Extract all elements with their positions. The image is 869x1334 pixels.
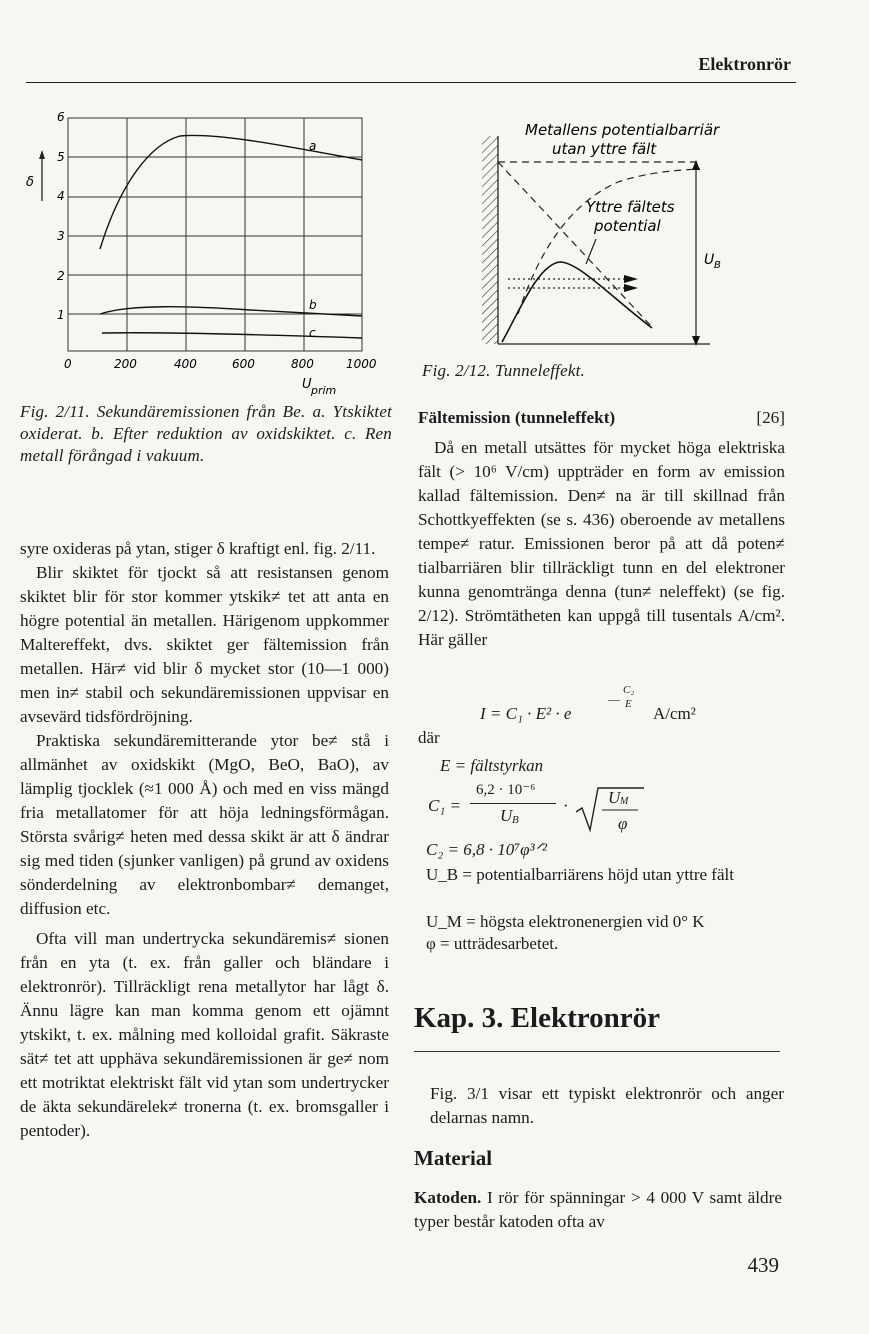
- figure-2-12-caption: Fig. 2/12. Tunneleffekt.: [422, 361, 585, 380]
- label-external-2: potential: [594, 217, 661, 235]
- y-tick: 6: [57, 110, 65, 124]
- section-heading-row: [418, 406, 785, 430]
- formula-c1: [428, 780, 658, 836]
- external-pointer: [586, 239, 596, 264]
- formula-exp-den: E: [625, 698, 632, 710]
- c1-numerator: 6,2 · 10⁻⁶: [476, 782, 536, 798]
- c1-lhs: C₁ =: [428, 796, 461, 815]
- figure-2-12: [478, 114, 738, 354]
- def-phi: φ = utträdesarbetet.: [426, 934, 559, 953]
- x-tick: 600: [232, 357, 255, 371]
- x-tick: 1000: [346, 357, 377, 371]
- dar-label: där: [418, 728, 440, 747]
- c1-sqrt-num: U: [608, 788, 621, 807]
- c1-fraction-bar: [470, 803, 556, 804]
- y-tick: 3: [57, 229, 65, 243]
- y-tick: 1: [57, 308, 65, 322]
- figure-2-11: [20, 104, 400, 400]
- y-tick: 5: [57, 150, 65, 164]
- paragraph: Ofta vill man undertrycka sekundäremis≠ sionen från en yta (t. ex. från galler och bländare i elektronrör). Tillräckligt rena metallytor har lågt δ. Ännu lägre kan man komma genom ett ojämnt ytskikt, t. ex. målning med kolloidal grafit. Säkraste sät≠ tet att upphäva sekundäremissionen är ge≠ nom ett motriktat elektriskt fält vid ytan som undertrycker de äkta sekundärelek≠ tronerna (t. ex. bromsgaller i pentoder).: [20, 929, 389, 1140]
- curve-a: [100, 135, 362, 249]
- chapter-intro: Fig. 3/1 visar ett typiskt elektronrör och anger delarnas namn.: [430, 1084, 784, 1127]
- curve-b: [100, 307, 362, 316]
- x-tick: 400: [174, 357, 197, 371]
- section-ref: [26]: [756, 408, 785, 427]
- running-header: Elektronrör: [698, 54, 791, 74]
- katoden-text: I rör för spänningar > 4 000 V samt äldre typer består katoden ofta av: [414, 1188, 783, 1231]
- label-ub-sub: B: [714, 260, 721, 271]
- c1-denominator: U: [500, 806, 513, 825]
- def-UM: U_M = högsta elektronenergien vid 0° K: [426, 912, 705, 931]
- header-rule: [26, 82, 796, 83]
- grid: [68, 118, 362, 351]
- label-external: Yttre fältets: [586, 198, 675, 216]
- x-tick: 800: [291, 357, 314, 371]
- barrier-curve: [502, 262, 652, 342]
- formula-main: I = C₁ · E² · e: [480, 704, 572, 723]
- left-column-text: [20, 537, 389, 1143]
- x-axis-label: U: [302, 377, 312, 392]
- curve-label-c: c: [309, 326, 316, 340]
- def-E: E = fältstyrkan: [440, 756, 544, 775]
- page-number: 439: [747, 1253, 779, 1277]
- curve-c: [102, 333, 362, 338]
- label-barrier-2: utan yttre fält: [552, 140, 657, 158]
- formula-current-density: [480, 684, 780, 728]
- paragraph: Då en metall utsättes för mycket höga elektriska fält (> 10⁶ V/cm) uppträder en form av emission kallad fältemission. Den≠ na är till skillnad från Schottkyeffekten (se s. 436) oberoende av metallens tempe≠ ratur. Emissionen beror på att då poten≠ tialbarriären blir tillräckligt tunn en del elektroner kunna genomtränga denna (tun≠ neleffekt) (se fig. 2/12). Strömtätheten kan uppgå till tusentals A/cm². Här gäller: [418, 438, 785, 649]
- external-field-dashed: [498, 162, 652, 327]
- chapter-rule: [414, 1051, 780, 1052]
- metal-wall: [482, 136, 498, 344]
- chapter-title: Kap. 3. Elektronrör: [414, 1002, 660, 1034]
- formula-unit: A/cm²: [653, 704, 696, 723]
- curve-label-a: a: [309, 139, 317, 153]
- paragraph: Praktiska sekundäremitterande ytor be≠ stå i allmänhet av oxidskikt (MgO, BeO, BaO), av lämplig tjocklek (≈1 000 Å) och med en viss mängd fria metallatomer för att höja ledningsförmågan. Största svårig≠ heten med dessa skikt är att δ ändrar sig med tiden (sjunker vanligen) på grund av oxidens sönderdelning av elektronbombar≠ demanget, diffusion etc.: [20, 731, 389, 918]
- label-barrier: Metallens potentialbarriär: [525, 121, 720, 139]
- y-tick: 2: [57, 269, 65, 283]
- x-tick: 0: [64, 357, 72, 371]
- label-ub: U: [704, 252, 715, 268]
- material-heading: Material: [414, 1146, 493, 1170]
- x-axis-label-sub: prim: [311, 384, 337, 397]
- formula-exp-sign: —: [608, 692, 620, 706]
- right-column-text: [418, 436, 785, 652]
- c1-dot: ·: [563, 796, 569, 815]
- curve-label-b: b: [309, 298, 317, 312]
- c1-denominator-sub: B: [512, 814, 519, 826]
- y-tick: 4: [57, 189, 65, 203]
- figure-2-11-caption: Fig. 2/11. Sekundäremissionen från Be. a. Ytskiktet oxiderat. b. Efter reduktion av oxidskiktet. c. Ren metall förångad i vakuum.: [20, 402, 392, 465]
- def-C2: C₂ = 6,8 · 10⁷φ³ᐟ²: [426, 840, 547, 859]
- y-axis-symbol: δ: [26, 175, 34, 190]
- x-tick: 200: [114, 357, 137, 371]
- paragraph: syre oxideras på ytan, stiger δ kraftigt enl. fig. 2/11.: [20, 539, 376, 558]
- section-title: Fältemission (tunneleffekt): [418, 408, 616, 427]
- formula-exp-num: C₂: [623, 684, 635, 696]
- paragraph: Blir skiktet för tjockt så att resistansen genom skiktet blir för stor kommer ytskik≠ tet att anta en högre potential än metallen. Härigenom uppkommer Maltereffekt, dvs. skiktet ger fältemission från metallen. Här≠ vid blir δ mycket stor (10—1 000) men in≠ stabil och sekundäremissionen uppvisar en avsevärd tidsfördröjning.: [20, 563, 389, 726]
- katoden-bold: Katoden.: [414, 1188, 482, 1207]
- katoden-paragraph: [414, 1186, 782, 1234]
- def-UB: U_B = potentialbarriärens höjd utan yttre fält: [426, 865, 734, 884]
- c1-sqrt-num-sub: M: [620, 796, 629, 807]
- c1-sqrt-den: φ: [618, 814, 628, 833]
